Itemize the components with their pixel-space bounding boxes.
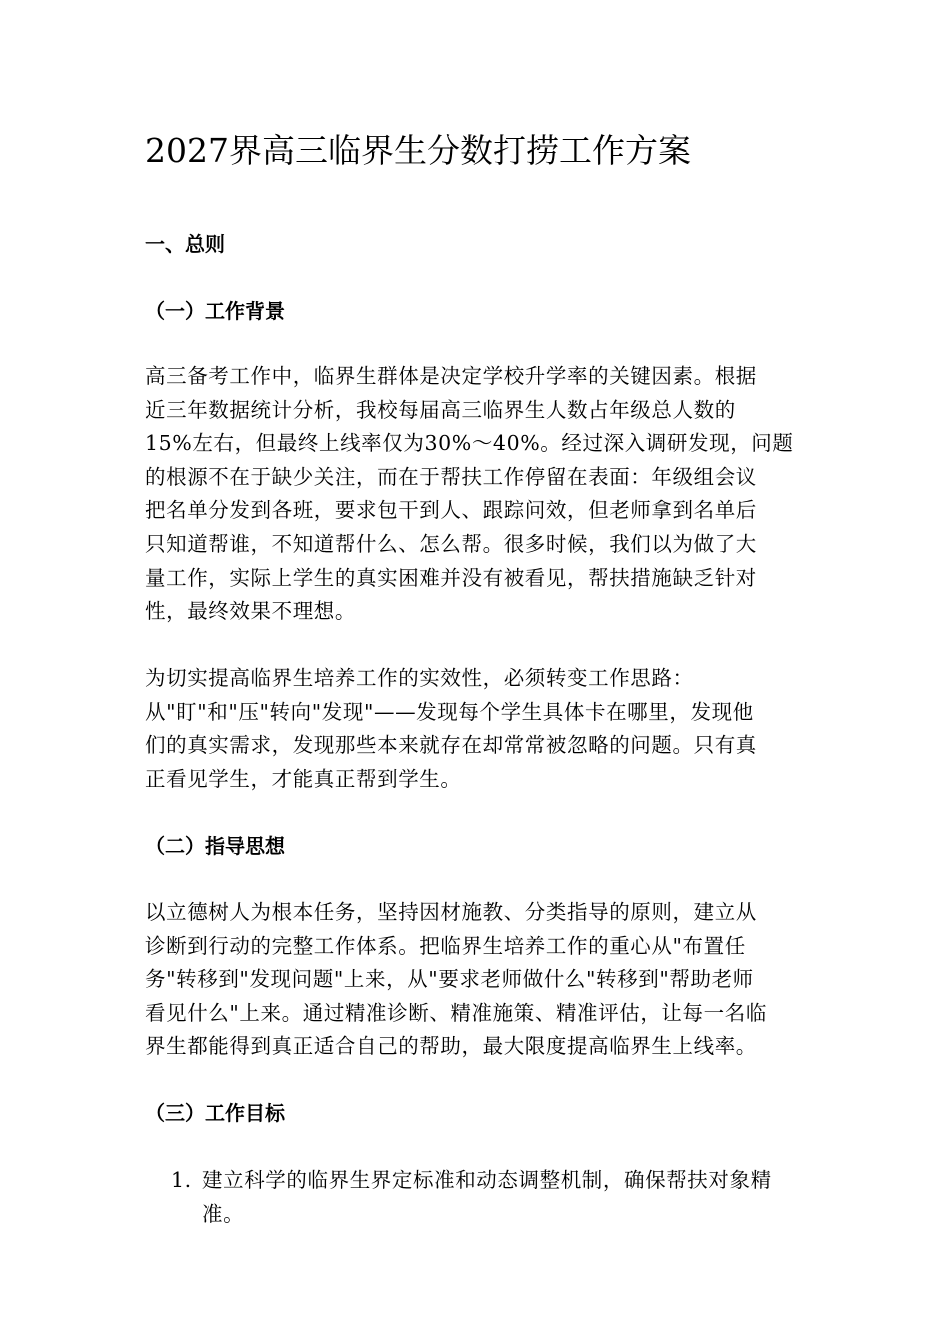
background-paragraph-2: [145, 662, 805, 796]
subheading-guiding-ideology: （二）指导思想: [145, 834, 285, 858]
subheading-work-goals: （三）工作目标: [145, 1101, 285, 1125]
paragraph-line: 量工作，实际上学生的真实困难并没有被看见，帮扶措施缺乏针对: [145, 565, 757, 590]
paragraph-line: 近三年数据统计分析，我校每届高三临界生人数占年级总人数的: [145, 397, 736, 422]
paragraph-line: 正看见学生，才能真正帮到学生。: [145, 766, 462, 791]
paragraph-line: 把名单分发到各班，要求包干到人、跟踪问效，但老师拿到名单后: [145, 498, 757, 523]
paragraph-line: 看见什么"上来。通过精准诊断、精准施策、精准评估，让每一名临: [145, 1000, 767, 1025]
document-title: 2027界高三临界生分数打捞工作方案: [145, 131, 691, 170]
list-item-line: 建立科学的临界生界定标准和动态调整机制，确保帮扶对象精: [202, 1168, 772, 1192]
section-heading-general: 一、总则: [145, 232, 225, 256]
list-item-line: 准。: [202, 1201, 245, 1226]
subheading-work-background: （一）工作背景: [145, 299, 285, 323]
paragraph-line: 为切实提高临界生培养工作的实效性，必须转变工作思路：: [145, 666, 694, 690]
paragraph-line: 界生都能得到真正适合自己的帮助，最大限度提高临界生上线率。: [145, 1034, 757, 1059]
list-item-text: [202, 1164, 811, 1231]
paragraph-line: 们的真实需求，发现那些本来就存在却常常被忽略的问题。只有真: [145, 733, 757, 758]
paragraph-line: 以立德树人为根本任务，坚持因材施教、分类指导的原则，建立从: [145, 900, 757, 924]
paragraph-line: 只知道帮谁，不知道帮什么、怎么帮。很多时候，我们以为做了大: [145, 531, 757, 556]
paragraph-line: 的根源不在于缺少关注，而在于帮扶工作停留在表面：年级组会议: [145, 464, 757, 489]
background-paragraph-1: [145, 360, 805, 629]
paragraph-line: 诊断到行动的完整工作体系。把临界生培养工作的重心从"布置任: [145, 933, 746, 958]
paragraph-line: 高三备考工作中，临界生群体是决定学校升学率的关键因素。根据: [145, 364, 757, 388]
list-item: [171, 1164, 811, 1231]
paragraph-line: 性，最终效果不理想。: [145, 599, 356, 624]
guiding-ideology-paragraph: [145, 896, 805, 1064]
list-item-number: 1.: [171, 1168, 192, 1192]
goals-list: [171, 1164, 811, 1231]
paragraph-line: 从"盯"和"压"转向"发现"——发现每个学生具体卡在哪里，发现他: [145, 699, 754, 724]
paragraph-line: 15%左右，但最终上线率仅为30%～40%。经过深入调研发现，问题: [145, 431, 794, 456]
paragraph-line: 务"转移到"发现问题"上来，从"要求老师做什么"转移到"帮助老师: [145, 967, 754, 992]
